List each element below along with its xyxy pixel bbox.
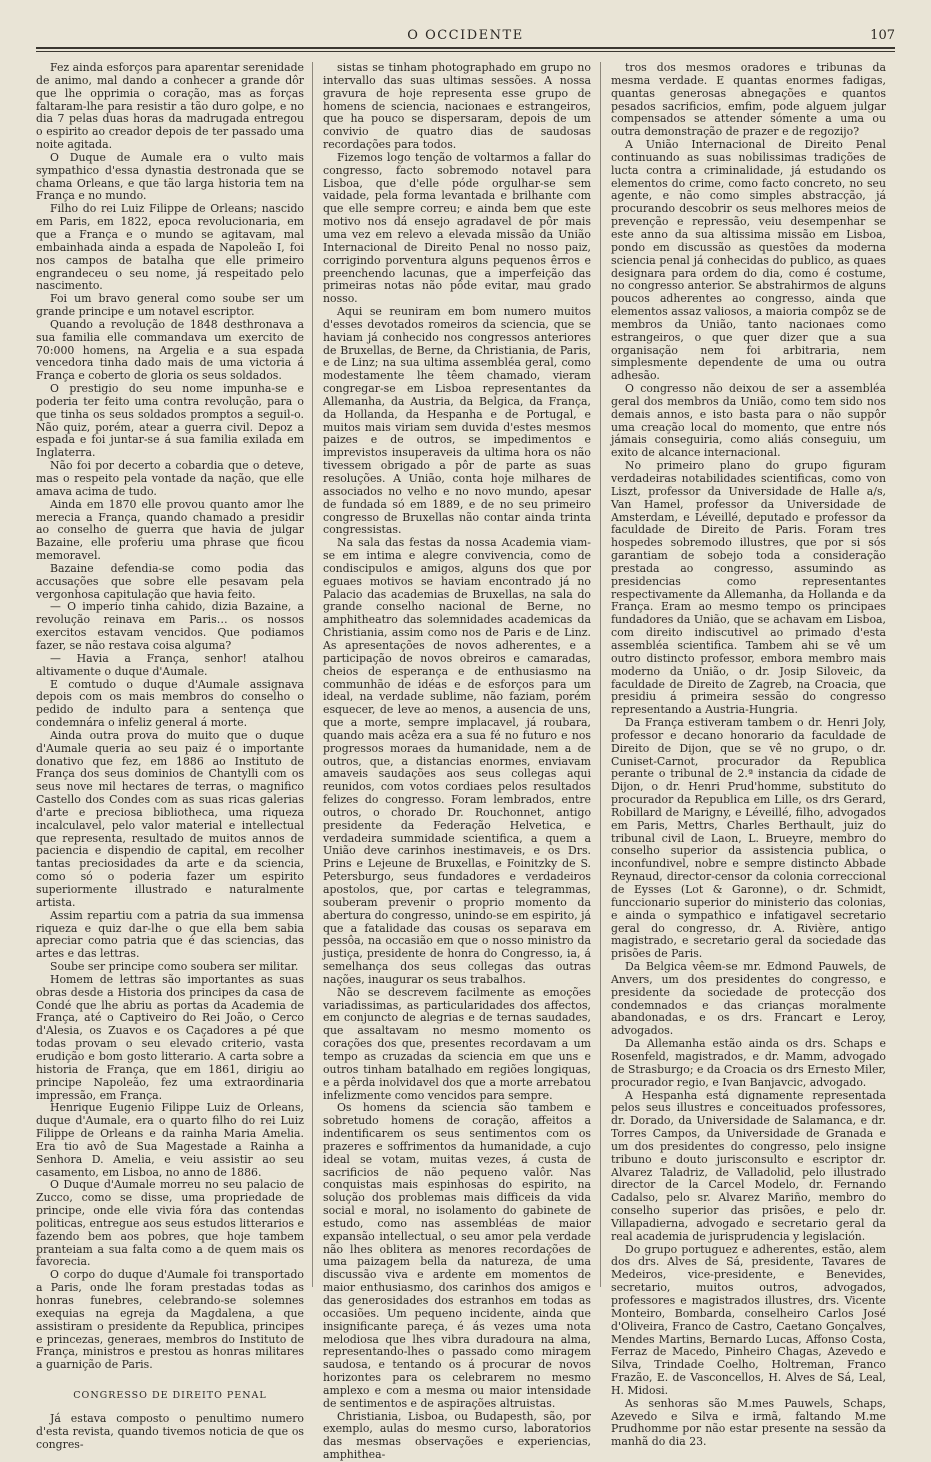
paragraph: Homem de lettras são importantes as suas obras desde a Historia dos principes da casa de Condé que lhe abriu as portas da Academia de França, até o Captiveiro do Rei João, o Cerco d'Alesia, os Zuavos e os Caçadores a pé que todas provam o seu elevado criterio, vasta erudição e bom gosto litterario. A carta sobre a historia de França, que em 1861, dirigiu ao principe Napoleão, fez uma extraordinaria impressão, em França. [36,972,304,1102]
column-divider [312,62,313,1287]
paragraph: Do grupo portuguez e adherentes, estão, alem dos drs. Alves de Sá, presidente, Tavares de Medeiros, vice-presidente, e Benevides, secretario, muitos outros, advogados, professores e magistrados illustres, drs. Vicente Monteiro, Bombarda, conselheiro Carlos José d'Oliveira, Franco de Castro, Caetano Gonçalves, Mendes Martins, Bernardo Lucas, Affonso Costa, Ferraz de Macedo, Pinheiro Chagas, Azevedo e Silva, Trindade Coelho, Holtreman, Franco Frazão, E. de Vasconcellos, H. Alves de Sá, Leal, H. Midosi. [611,1242,886,1397]
paragraph: Christiania, Lisboa, ou Budapesth, são, por exemplo, aulas do mesmo curso, laboratorios das mesmas observações e experiencias, amphithea- [323,1409,591,1462]
paragraph: Ainda em 1870 elle provou quanto amor lhe merecia a França, quando chamado a presidir ao conselho de guerra que havia de julgar Bazaine, elle proferiu uma phrase que ficou memoravel. [36,497,304,563]
paragraph: Quando a revolução de 1848 desthronava a sua familia elle commandava um exercito de 70:000 homens, na Argelia e a sua espada vencedora tinha dado mais de uma victoria á França e coberto de gloria os seus soldados. [36,317,304,383]
paragraph: Bazaine defendia-se como podia das accusações que sobre elle pesavam pela vergonhosa capitulação que havia feito. [36,561,304,601]
paragraph: Não foi por decerto a cobardia que o deteve, mas o respeito pela vontade da nação, que elle amava acima de tudo. [36,459,304,498]
header-rule-thin [36,51,895,52]
paragraph: O prestigio do seu nome impunha-se e poderia ter feito uma contra revolução, para o que tinha os seus soldados promptos a seguil-o. Não quiz, porém, atear a guerra civil. Depoz a espada e foi juntar-se á sua familia exilada em Inglaterra. [36,382,304,460]
paragraph: Foi um bravo general como soube ser um grande principe e um notavel escriptor. [36,292,304,319]
paragraph: Filho do rei Luiz Filippe de Orleans; nascido em Paris, em 1822, epoca revolucionaria, em que a França e o mundo se agitavam, mal embainhada ainda a espada de Napoleão I, foi nos campos de batalha que elle primeiro engrandeceu o seu nome, já respeitado pelo nascimento. [36,202,304,293]
paragraph: — O imperio tinha cahido, dizia Bazaine, a revolução reinava em Paris… os nossos exercitos estavam vencidos. Que podiamos fazer, se não restava coisa alguma? [36,600,304,652]
paragraph: E comtudo o duque d'Aumale assignava depois com os mais membros do conselho o pedido de indulto para a sentença que condemnára o infeliz general á morte. [36,677,304,730]
paragraph: Da Allemanha estão ainda os drs. Schaps e Rosenfeld, magistrados, e dr. Mamm, advogado de Strasburgo; e da Croacia os drs Ernesto Miler, procurador regio, e Ivan Banjavcic, advogado. [611,1037,886,1089]
paragraph: — Havia a França, senhor! atalhou altivamente o duque d'Aumale. [36,651,304,678]
section-heading: CONGRESSO DE DIREITO PENAL [73,1390,267,1402]
paragraph: sistas se tinham photographado em grupo no intervallo das suas ultimas sessões. A nossa gravura de hoje representa esse grupo de homens de sciencia, nacionaes e estrangeiros, que ha pouco se dispersaram, depois de um convivio de quatro dias de saudosas recordações para todos. [323,61,591,152]
paragraph: Assim repartiu com a patria da sua immensa riqueza e quiz dar-lhe o que ella bem sabia apreciar como patria que é das sciencias, das artes e das lettras. [36,908,304,961]
paragraph: Os homens da sciencia são tambem e sobretudo homens de coração, affeitos a indentificarem os seus sentimentos com os prazeres e soffrimentos da humanidade, a cujo ideal se votam, muitas vezes, á custa de sacrificios de não pequeno valôr. Nas conquistas mais espinhosas do espirito, na solução dos problemas mais difficeis da vida social e moral, no isolamento do gabinete de estudo, como nas assembléas de maior expansão intellectual, o seu amor pela verdade não lhes oblitera as menores recordações de uma paizagem bella da natureza, de uma discussão viva e ardente em momentos de maior enthusiasmo, dos carinhos dos amigos e das generosidades dos estranhos em todas as occasiões. Um pequeno incidente, ainda que insignificante pareça, é ás vezes uma nota melodiosa que lhes vibra duradoura na alma, representando-lhes o passado como miragem saudosa, e tentando os á procurar de novos horizontes para os celebrarem no mesmo amplexo e com a mesma ou maior intensidade de sentimentos e de aspirações altruistas. [323,1101,591,1410]
column-right [611,61,886,1449]
paragraph: Já estava composto o penultimo numero d'esta revista, quando tivemos noticia de que os congres- [36,1411,304,1451]
paragraph: O congresso não deixou de ser a assembléa geral dos membros da União, como tem sido nos demais annos, e isto basta para o não suppôr uma creação local do momento, que entre nós jámais conseguiria, como aliás conseguiu, um exito de alcance internacional. [611,382,886,460]
page-number: 107 [870,28,895,43]
paragraph: Não se descrevem facilmente as emoções variadissimas, as particularidades dos affectos, em conjuncto de alegrias e de ternas saudades, que assaltavam no mesmo momento os corações dos que, presentes recordavam a um tempo as cruzadas da sciencia em que uns e outros tinham batalhado em regiões longiquas, e a pêrda inolvidavel dos que a morte arrebatou infelizmente como vencidos para sempre. [323,985,591,1102]
paragraph: A Hespanha está dignamente representada pelos seus illustres e conceituados professores, dr. Dorado, da Universidade de Salamanca, e dr. Torres Campos, da Universidade de Granada e um dos presidentes do congresso, pelo insigne tribuno e douto jurisconsulto e escriptor dr. Alvarez Taladriz, de Valladolid, pelo illustrado director de la Carcel Modelo, dr. Fernando Cadalso, pelo sr. Alvarez Mariño, membro do conselho superior das prisões, e pelo dr. Villapadierna, advogado e secretario geral da real academia de jurisprudencia y legislación. [611,1088,886,1243]
column-middle [323,61,591,1462]
paragraph: No primeiro plano do grupo figuram verdadeiras notabilidades scientificas, como von Liszt, professor da Universidade de Halle a/s, Van Hamel, professor da Universidade de Amsterdam, e Léveillé, deputado e professor da faculdade de Direito de Paris. Foram tres hospedes sobremodo illustres, que por si sós garantiam de sobejo toda a consideração prestada ao congresso, assumindo as presidencias como representantes respectivamente da Allemanha, da Hollanda e da França. Eram ao mesmo tempo os principaes fundadores da União, que se achavam em Lisboa, com direito indiscutivel ao primado d'esta assembléa scientifica. Tambem ahi se vê um outro distincto professor, embora membro mais moderno da União, o dr. Josip Siloveic, da faculdade de Direito de Zagreb, na Croacia, que presidiu á primeira sessão do congresso representando a Austria-Hungria. [611,459,886,717]
paragraph: tros dos mesmos oradores e tribunas da mesma verdade. E quantas enormes fadigas, quantas generosas abnegações e quantos pesados sacrificios, emfim, pode alguem julgar compensados se attender sómente a uma ou outra demonstração de prazer e de regozijo? [611,61,886,139]
paragraph: Soube ser principe como soubera ser militar. [50,960,299,974]
paragraph: As senhoras são M.mes Pauwels, Schaps, Azevedo e Silva e irmã, faltando M.me Prudhomme por não estar presente na sessão da manhã do dia 23. [611,1396,886,1449]
paragraph: Na sala das festas da nossa Academia viam-se em intima e alegre convivencia, como de condiscipulos e amigos, alguns dos que por eguaes motivos se haviam encontrado já no Palacio das academias de Bruxellas, na sala do grande conselho nacional de Berne, no amphitheatro das solemnidades academicas da Christiania, assim como nos de Paris e de Linz. As apresentações de novos adherentes, e a participação de novos obreiros e camaradas, cheios de esperança e de enthusiasmo na communhão de idéas e de esforços para um ideal, na verdade sublime, não faziam, porém esquecer, de leve ao menos, a ausencia de uns, que a morte, sempre implacavel, já roubara, quando mais acêza era a sua fé no futuro e nos progressos moraes da humanidade, nem a de outros, que, a distancias enormes, enviavam amaveis saudações aos seus collegas aqui reunidos, com votos cordiaes pelos resultados felizes do congresso. Foram lembrados, entre outros, o chorado Dr. Rouchonnet, antigo presidente da Federação Helvetica, e verdadeira summidade scientifica, a quem a União deve carinhos inestimaveis, e os Drs. Prins e Lejeune de Bruxellas, e Foinitzky de S. Petersburgo, seus fundadores e verdadeiros apostolos, que, por cartas e telegrammas, souberam prevenir o proprio momento da abertura do congresso, unindo-se em espirito, já que a fatalidade das cousas os separava em pessôa, na occasião em que o nosso ministro da justiça, presidente de honra do Congresso, ia, á semelhança dos seus collegas das outras nações, inaugurar os seus trabalhos. [323,536,591,986]
paragraph: Henrique Eugenio Filippe Luiz de Orleans, duque d'Aumale, era o quarto filho do rei Luiz Filippe de Orleans e da rainha Maria Amelia. Era tio avô de Sua Magestade a Rainha a Senhora D. Amelia, e veiu assistir ao seu casamento, em Lisboa, no anno de 1886. [36,1101,304,1179]
paragraph: Fizemos logo tenção de voltarmos a fallar do congresso, facto sobremodo notavel para Lisboa, que d'elle póde orgulhar-se sem vaidade, pela forma levantada e brilhante com que elle sempre correu; e ainda bem que este motivo nos dá ensejo agradavel de pôr mais uma vez em relevo a elevada missão da União Internacional de Direito Penal no nosso paiz, corrigindo porventura alguns pequenos êrros e preenchendo lacunas, que a imperfeição das primeiras notas não pôde evitar, mau grado nosso. [323,150,591,306]
header-rule-thick [36,47,895,49]
paragraph: O corpo do duque d'Aumale foi transportado a Paris, onde lhe foram prestadas todas as honras funebres, celebrando-se solemnes exequias na egreja da Magdalena, a que assistiram o presidente da Republica, principes e princezas, generaes, membros do Instituto de França, ministros e prestou as honras militares a guarnição de Paris. [36,1268,304,1372]
column-left [36,61,304,1451]
paragraph: Da Belgica vêem-se mr. Edmond Pauwels, de Anvers, um dos presidentes do congresso, e presidente da sociedade de protecção dos condemnados e das crianças moralmente abandonadas, e os drs. Francart e Leroy, advogados. [611,960,886,1038]
paragraph: Ainda outra prova do muito que o duque d'Aumale queria ao seu paiz é o importante donativo que fez, em 1886 ao Instituto de França dos seus dominios de Chantylli com os seus nove mil hectares de terras, o magnifico Castello dos Condes com as suas ricas galerias d'arte e preciosa bibliotheca, uma riqueza incalculavel, pelo valor material e intellectual que representa, resultado de muitos annos de paciencia e dispendio de capital, em recolher tantas preciosidades da arte e da sciencia, como só o poderia fazer um espirito superiormente illustrado e naturalmente artista. [36,728,304,909]
paragraph: Da França estiveram tambem o dr. Henri Joly, professor e decano honorario da faculdade de Direito de Dijon, que se vê no grupo, o dr. Cuniset-Carnot, procurador da Republica perante o tribunal de 2.ª instancia da cidade de Dijon, o dr. Henri Prud'homme, substituto do procurador da Republica em Lille, os drs Gerard, Robillard de Marigny, e Léveillé, filho, advogados em Paris, Mettrs, Charles Berthault, juiz do tribunal civil de Laon, L. Brueyre, membro do conselho superior da assistencia publica, o inconfundivel, nobre e sempre distincto Abbade Reynaud, director-censor da colonia correccional de Eysses (Lot & Garonne), o dr. Schmidt, funccionario superior do ministerio das colonias, e ainda o sympathico e infatigavel secretario geral do congresso, dr. A. Rivière, antigo magistrado, e secretario geral da sociedade das prisões de Paris. [611,716,886,961]
paragraph: Aqui se reuniram em bom numero muitos d'esses devotados romeiros da sciencia, que se haviam já conhecido nos congressos anteriores de Bruxellas, de Berne, da Christiania, de Paris, e de Linz; na sua ultima assembléa geral, como modestamente lhe têem chamado, vieram congregar-se em Lisboa representantes da Allemanha, da Austria, da Belgica, da França, da Hollanda, da Hespanha e de Portugal, e muitos mais viriam sem duvida d'estes mesmos paizes e de outros, se impedimentos e imprevistos insuperaveis da ultima hora os não tivessem obrigado a pôr de parte as suas resoluções. A União, conta hoje milhares de associados no velho e no novo mundo, apesar de fundada só em 1889, e de no seu primeiro congresso de Bruxellas não contar ainda trinta congressistas. [323,305,591,537]
column-divider [600,62,601,1287]
paragraph: O Duque de Aumale era o vulto mais sympathico d'essa dynastia destronada que se chama Orleans, e que tão larga historia tem na França e no mundo. [36,150,304,203]
publication-title: O OCCIDENTE [407,28,524,43]
paragraph: A União Internacional de Direito Penal continuando as suas nobilissimas tradições de lucta contra a criminalidade, já estudando os elementos do crime, como facto concreto, no seu agente, e não como simples abstracção, já procurando descobrir os seus melhores meios de prevenção e repressão, veiu desempenhar se este anno da sua altissima missão em Lisboa, pondo em discussão as questões da moderna sciencia penal já conhecidas do publico, as quaes designara para ordem do dia, como é costume, no congresso anterior. Se abstrahirmos de alguns poucos adherentes ao congresso, ainda que elementos assaz valiosos, a maioria compôz se de membros da União, tanto nacionaes como estrangeiros, o que quer dizer que a sua organisação nem foi arbitraria, nem simplesmente dependente de uma ou outra adhesão. [611,138,886,383]
paragraph: Fez ainda esforços para aparentar serenidade de animo, mal dando a conhecer a grande dôr que lhe opprimia o coração, mas as forças faltaram-lhe para resistir a tão duro golpe, e no dia 7 pelas duas horas da madrugada entregou o espirito ao creador depois de ter passado uma noite agitada. [36,61,304,152]
paragraph: O Duque d'Aumale morreu no seu palacio de Zucco, como se disse, uma propriedade de principe, onde elle vivia fóra das contendas politicas, entregue aos seus estudos litterarios e fazendo bem aos pobres, que hoje tambem pranteiam a sua falta como a de quem mais os favorecia. [36,1178,304,1269]
